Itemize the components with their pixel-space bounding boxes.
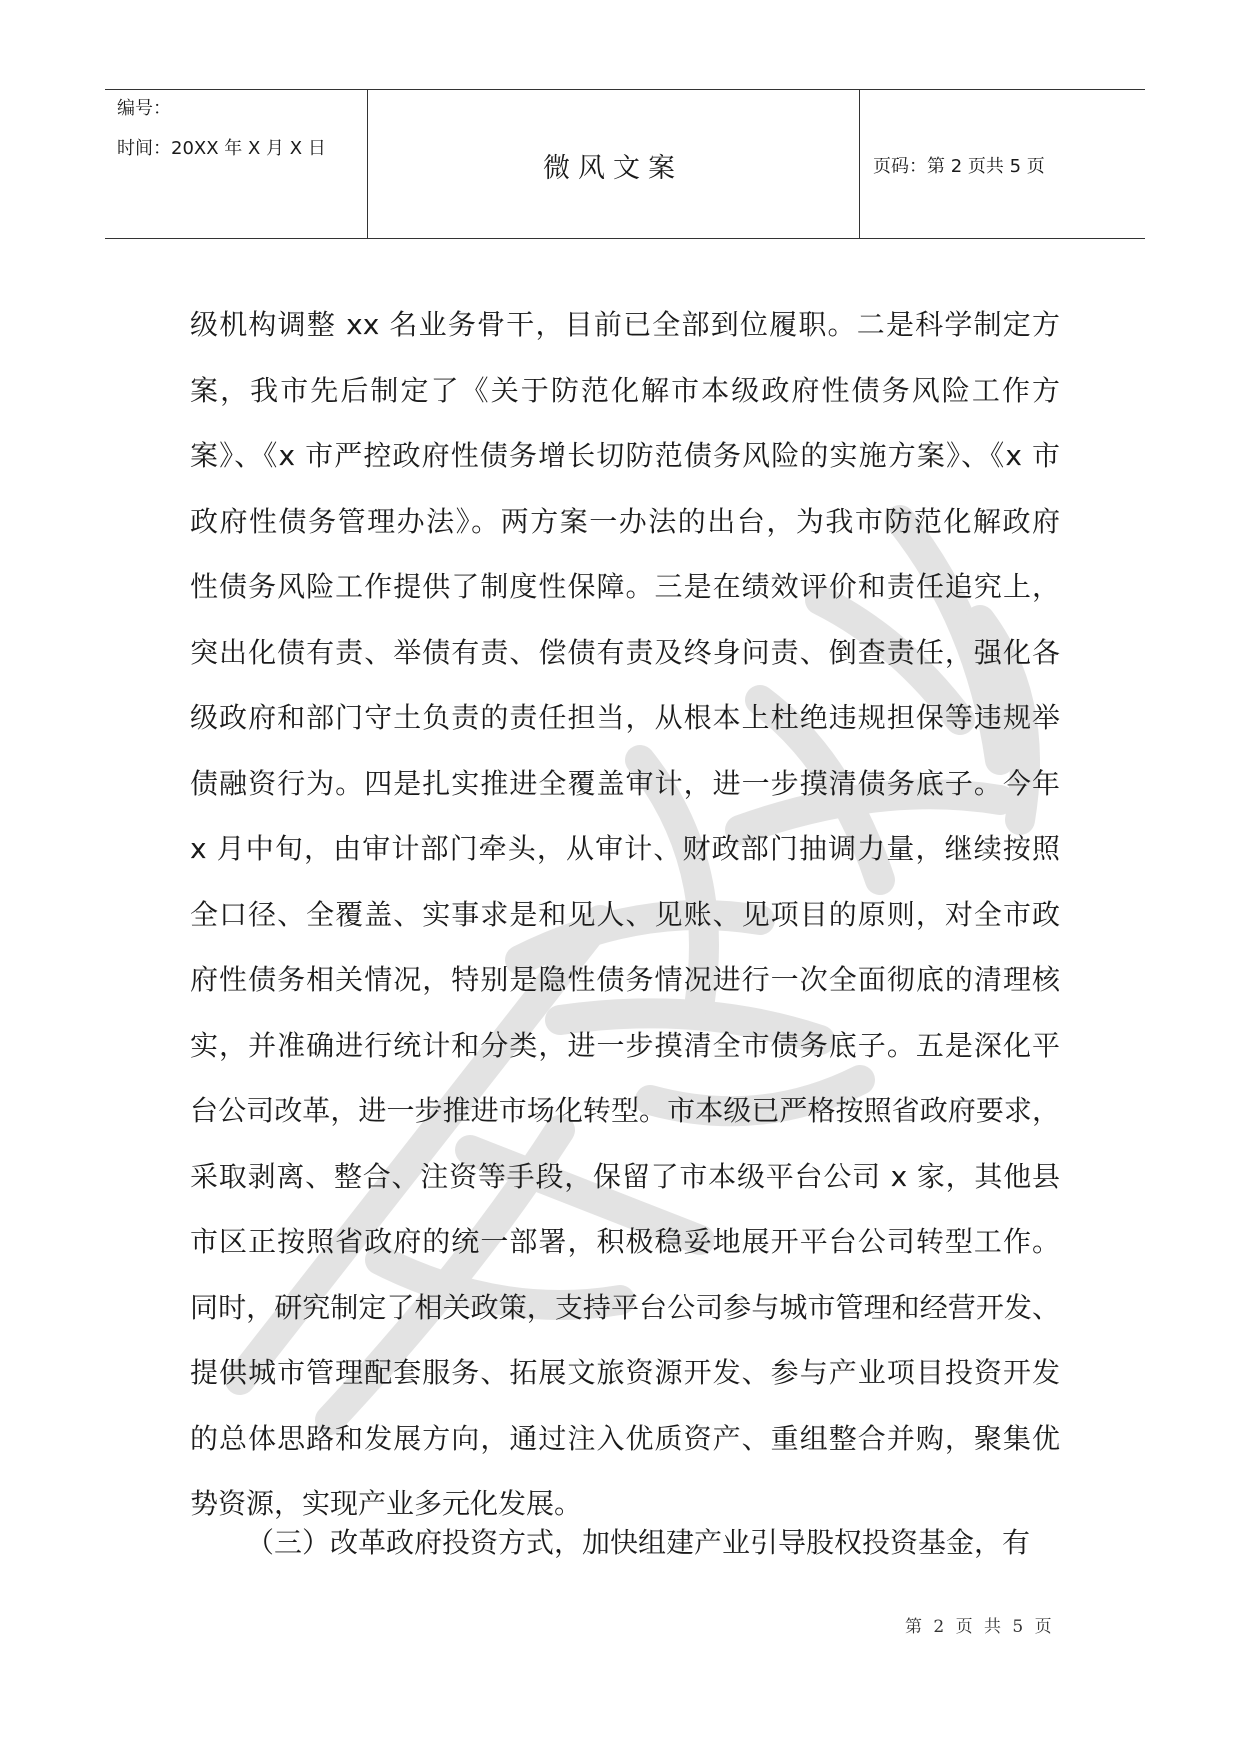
text-line: 案》、《x 市严控政府性债务增长切防范债务风险的实施方案》、《x 市 (190, 439, 1060, 472)
text-line: 同时，研究制定了相关政策，支持平台公司参与城市管理和经营开发、 (190, 1290, 1060, 1324)
page-footer-number: 第 2 页 共 5 页 (905, 1617, 1055, 1637)
text-line: 级机构调整 xx 名业务骨干，目前已全部到位履职。二是科学制定方 (190, 308, 1060, 341)
document-date-label: 时间：20XX 年 X 月 X 日 (117, 138, 326, 159)
text-line: x 月中旬，由审计部门牵头，从审计、财政部门抽调力量，继续按照 (190, 832, 1060, 865)
text-line: 突出化债有责、举债有责、偿债有责及终身问责、倒查责任，强化各 (190, 635, 1060, 669)
text-line: 实，并准确进行统计和分类，进一步摸清全市债务底子。五是深化平 (190, 1028, 1060, 1062)
text-line: 级政府和部门守土负责的责任担当，从根本上杜绝违规担保等违规举 (190, 701, 1060, 734)
text-line: 政府性债务管理办法》。两方案一办法的出台，为我市防范化解政府 (190, 504, 1060, 538)
header-page-label: 页码：第 2 页共 5 页 (873, 156, 1045, 177)
header-left-cell (117, 98, 326, 160)
document-title: 微风文案 (543, 152, 683, 184)
text-line: 提供城市管理配套服务、拓展文旅资源开发、参与产业项目投资开发 (190, 1356, 1060, 1389)
header-divider (859, 90, 860, 238)
section-heading-paragraph: （三）改革政府投资方式，加快组建产业引导股权投资基金，有 (246, 1526, 1031, 1559)
document-header (105, 89, 1145, 239)
text-line: 势资源，实现产业多元化发展。 (190, 1487, 583, 1520)
text-line: 性债务风险工作提供了制度性保障。三是在绩效评价和责任追究上， (190, 570, 1060, 603)
body-paragraph (190, 292, 1060, 1537)
text-line: 债融资行为。四是扎实推进全覆盖审计，进一步摸清债务底子。今年 (190, 766, 1060, 800)
text-line: 市区正按照省政府的统一部署，积极稳妥地展开平台公司转型工作。 (190, 1225, 1060, 1258)
text-line: 的总体思路和发展方向，通过注入优质资产、重组整合并购，聚集优 (190, 1421, 1060, 1455)
text-line: 案，我市先后制定了《关于防范化解市本级政府性债务风险工作方 (190, 373, 1060, 407)
document-number-label: 编号： (117, 98, 171, 119)
text-line: 采取剥离、整合、注资等手段，保留了市本级平台公司 x 家，其他县 (190, 1159, 1060, 1193)
text-line: 全口径、全覆盖、实事求是和见人、见账、见项目的原则，对全市政 (190, 897, 1060, 931)
text-line: 府性债务相关情况，特别是隐性债务情况进行一次全面彻底的清理核 (190, 963, 1060, 996)
text-line: 台公司改革，进一步推进市场化转型。市本级已严格按照省政府要求， (190, 1094, 1060, 1127)
